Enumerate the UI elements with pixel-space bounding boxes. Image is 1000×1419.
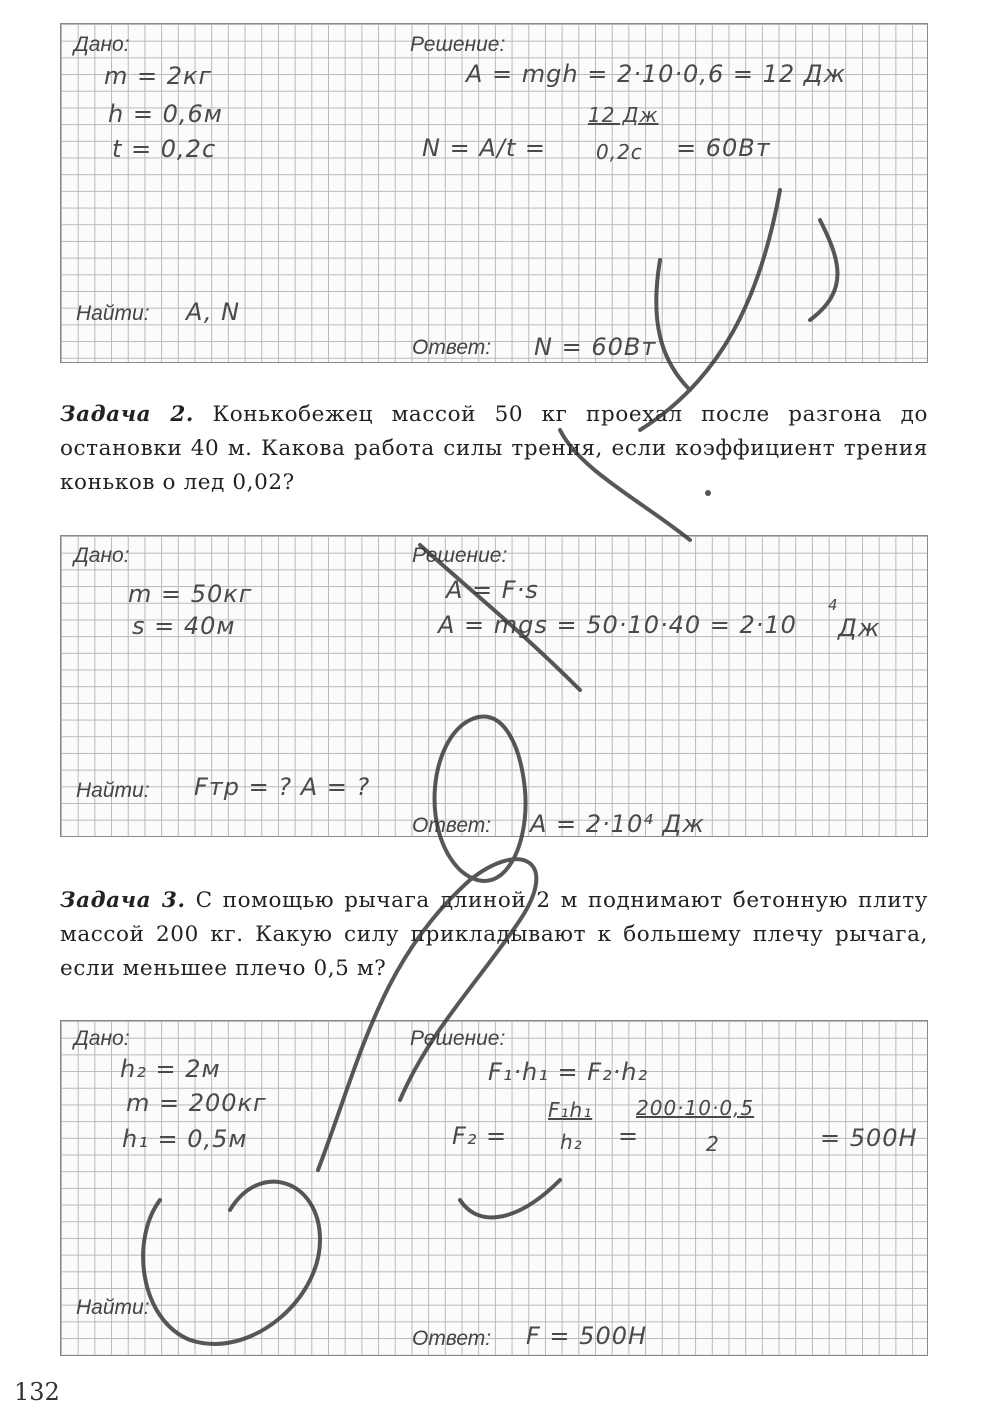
task1-given-height: h = 0,6м <box>108 100 223 128</box>
task1-solution-denominator: 0,2с <box>596 140 643 164</box>
task3-solution-equals: = <box>618 1122 640 1150</box>
task2-solution-unit: Дж <box>838 614 881 642</box>
task2-answer-label: Ответ: <box>412 814 492 837</box>
task2-given-distance: s = 40м <box>132 612 236 640</box>
task2-answer-value: A = 2·10⁴ Дж <box>530 810 705 838</box>
task3-statement: С помощью рычага длиной 2 м поднимают бетонную плиту массой 200 кг. Какую силу прикладывают к большему плечу рычага, если меньшее плечо 0,5 м? <box>60 888 929 981</box>
task3-given-label: Дано: <box>74 1027 130 1050</box>
task3-given-mass: m = 200кг <box>126 1089 267 1117</box>
task1-solution-label: Решение: <box>410 33 506 56</box>
task2-find-label: Найти: <box>76 779 150 802</box>
task1-solution-numerator: 12 Дж <box>588 103 659 127</box>
task3-answer-label: Ответ: <box>412 1327 492 1350</box>
task3-solution-equation: F₁·h₁ = F₂·h₂ <box>488 1058 649 1086</box>
task3-title: Задача 3. <box>60 888 186 913</box>
task2-problem-text <box>60 398 928 500</box>
task3-solution-frac1-den: h₂ <box>560 1130 583 1154</box>
task1-find-label: Найти: <box>76 302 150 325</box>
task2-solution-exponent: 4 <box>828 596 839 614</box>
task1-given-time: t = 0,2с <box>112 135 217 163</box>
task3-answer-value: F = 500Н <box>526 1322 648 1350</box>
task1-solution-work: A = mgh = 2·10·0,6 = 12 Дж <box>466 60 847 88</box>
task2-find-value: Fтр = ? A = ? <box>194 773 371 801</box>
page-number: 132 <box>14 1378 60 1406</box>
task3-find-label: Найти: <box>76 1296 150 1319</box>
task3-problem-text <box>60 884 928 986</box>
task2-given-label: Дано: <box>74 544 130 567</box>
task2-statement: Конькобежец массой 50 кг проехал после разгона до остановки 40 м. Какова работа силы трения, если коэффициент трения коньков о лед 0,02? <box>60 402 929 495</box>
task3-given-short-arm: h₁ = 0,5м <box>122 1125 248 1153</box>
task3-solution-frac1-num: F₁h₁ <box>548 1098 593 1122</box>
task1-find-value: A, N <box>186 298 241 326</box>
task2-solution-line2: A = mgs = 50·10·40 = 2·10 <box>438 611 797 639</box>
task2-solution-line1: A = F·s <box>446 576 539 604</box>
task2-given-mass: m = 50кг <box>128 580 253 608</box>
task1-given-label: Дано: <box>74 33 130 56</box>
task1-solution-result: = 60Вт <box>676 134 771 162</box>
task3-given-length: h₂ = 2м <box>120 1055 221 1083</box>
task3-solution-label: Решение: <box>410 1027 506 1050</box>
task3-solution-result: = 500Н <box>820 1124 918 1152</box>
task2-solution-label: Решение: <box>412 544 508 567</box>
task1-answer-value: N = 60Вт <box>534 333 657 361</box>
task3-solution-frac2-den: 2 <box>706 1132 720 1156</box>
task1-given-mass: m = 2кг <box>104 62 213 90</box>
task1-solution-power: N = A/t = <box>422 134 546 162</box>
task3-solution-frac2-num: 200·10·0,5 <box>636 1096 755 1120</box>
task2-title: Задача 2. <box>60 402 195 427</box>
task3-solution-lhs: F₂ = <box>452 1122 508 1150</box>
task1-answer-label: Ответ: <box>412 336 492 359</box>
